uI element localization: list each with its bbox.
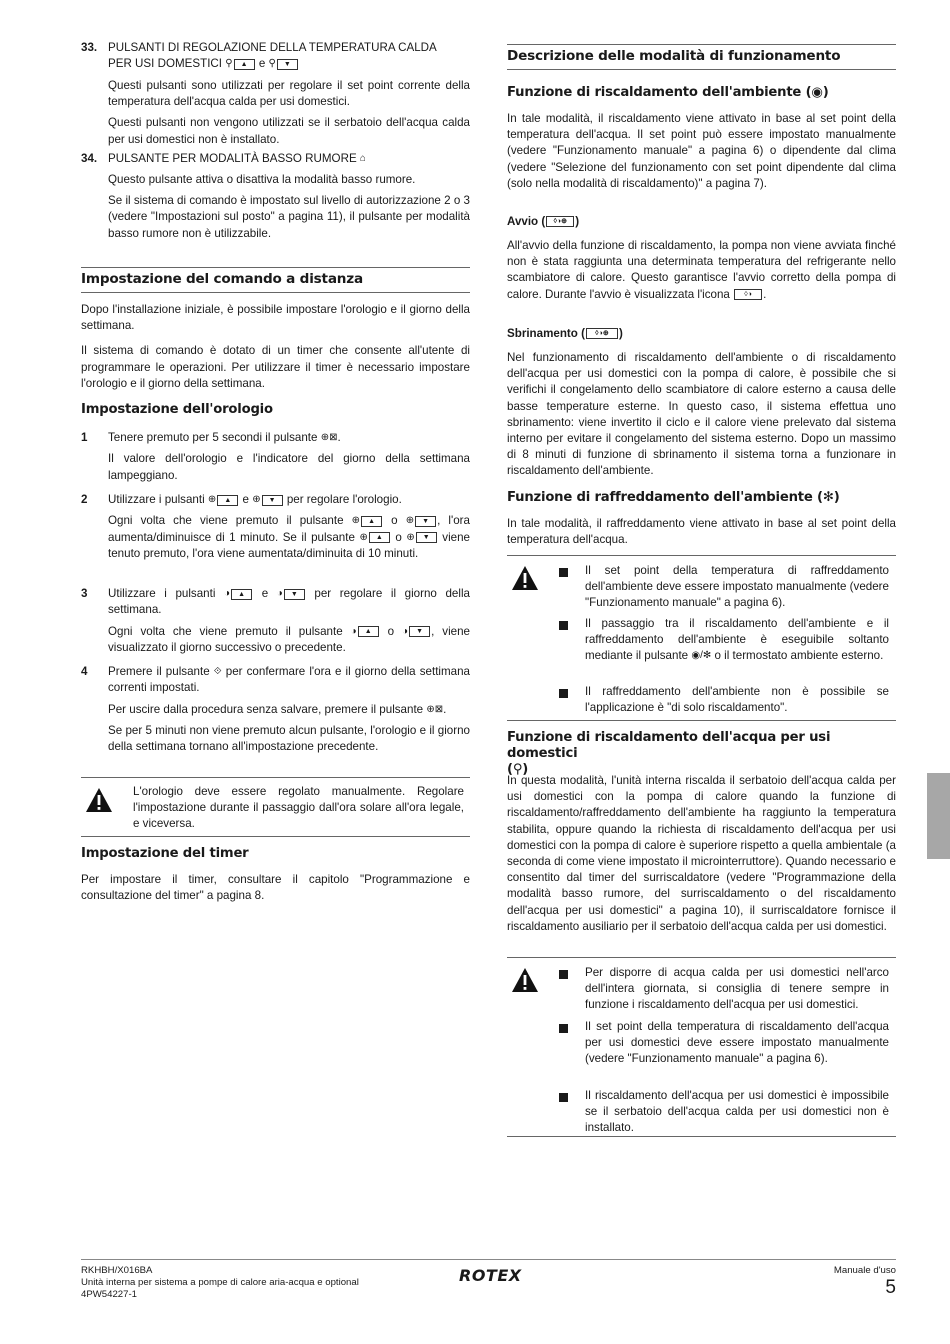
tap-icon: ⚲ xyxy=(512,762,523,777)
step-text: Tenere premuto per 5 secondi il pulsante xyxy=(108,431,318,445)
bullet-text: o il termostato ambiente esterno. xyxy=(714,649,884,663)
step-number: 3 xyxy=(81,587,88,600)
clock-icon: ⊕ xyxy=(252,494,261,505)
tap-icon: ⚲ xyxy=(268,58,276,70)
page-number: 5 xyxy=(885,1277,896,1298)
step-text: Se per 5 minuti non viene premuto alcun pulsante, l'orologio e il giorno della settimana tornano all'impostazione precedente. xyxy=(108,723,470,754)
warning-icon xyxy=(511,565,539,591)
warning-box xyxy=(81,777,470,837)
down-key-icon: ▼ xyxy=(416,532,437,543)
low-noise-icon: ⌂ xyxy=(359,153,366,164)
conjunction: e xyxy=(258,57,266,71)
heading-text: Funzione di raffreddamento dell'ambiente xyxy=(507,490,813,505)
heading-text: Funzione di riscaldamento dell'acqua per usi domestici xyxy=(507,730,831,761)
dhw-body xyxy=(507,773,896,935)
step-text: per regolare l'orologio. xyxy=(286,493,402,507)
day-icon: ◑ xyxy=(276,588,283,599)
sbrinamento-body xyxy=(507,350,896,480)
cooling-warning-box xyxy=(507,555,896,721)
warning-icon xyxy=(85,787,113,813)
conjunction: o xyxy=(387,624,395,638)
manual-label: Manuale d'uso xyxy=(833,1265,896,1276)
bullet-text: Il raffreddamento dell'ambiente non è possibile se l'applicazione è "di solo riscaldamento". xyxy=(585,685,889,715)
heat-cool-icon: ◉/✻ xyxy=(691,650,712,662)
dhw-warning-box xyxy=(507,957,896,1137)
footer-left xyxy=(81,1265,359,1301)
heading-text: Funzione di riscaldamento dell'ambiente xyxy=(507,85,802,100)
item-number: 33. xyxy=(81,41,98,54)
up-key-icon: ▲ xyxy=(217,495,238,506)
step-text: , viene visualizzato il giorno successivo o precedente. xyxy=(108,624,470,654)
startup-icon: ◊◑ xyxy=(734,289,762,300)
down-key-icon: ▼ xyxy=(262,495,283,506)
item-number: 34. xyxy=(81,152,98,165)
paragraph: Se il sistema di comando è impostato sul livello di autorizzazione 2 o 3 (vedere "Impostazioni sul posto" a pagina 11), il pulsante per modalità basso rumore non è utilizzabile. xyxy=(108,194,470,240)
subsection-heading: Impostazione dell'orologio xyxy=(81,402,273,417)
brand-logo: ROTEX xyxy=(459,1266,522,1285)
bullet-text: Il set point della temperatura di raffreddamento dell'ambiente deve essere impostato manualmente (vedere "Funzionamento manuale" a pagina 6). xyxy=(585,564,889,610)
item-34-body xyxy=(108,172,470,242)
down-key-icon: ▼ xyxy=(284,589,305,600)
clock-icon: ⊕ xyxy=(207,494,217,505)
document-code: 4PW54227-1 xyxy=(81,1289,137,1300)
clock-icon: ⊕⊠ xyxy=(426,703,444,715)
day-icon: ◑ xyxy=(402,625,409,637)
chapter-tab xyxy=(927,773,950,859)
subsection-heading: Funzione di riscaldamento dell'acqua per usi domestici (⚲) xyxy=(507,730,831,777)
heating-body xyxy=(507,111,896,192)
down-key-icon: ▼ xyxy=(415,516,436,527)
up-key-icon: ▲ xyxy=(234,59,255,70)
warning-icon xyxy=(511,967,539,993)
paragraph: Per impostare il timer, consultare il capitolo "Programmazione e consultazione del timer" a pagina 8. xyxy=(81,873,470,903)
heating-icon: ◉ xyxy=(811,85,823,100)
avvio-body: All'avvio della funzione di riscaldamento, la pompa non viene avviata finché non è stata raggiunta una determinata temperatura del refrigerante nello scambiatore di calore. Questo garantisce l'avvio corretto della pompa di calore. Durante l'avvio è visualizzata l'icona ◊◑ . xyxy=(507,239,896,301)
clock-icon: ⊕⊠ xyxy=(320,432,338,443)
paragraph: Il sistema di comando è dotato di un timer che consente all'utente di programmare le operazioni. Per utilizzare il timer è necessario impostare l'orologio e il giorno della settimana. xyxy=(81,344,470,390)
step-number: 1 xyxy=(81,431,88,444)
clock-icon: ⊕ xyxy=(351,515,361,527)
clock-icon: ⊕ xyxy=(406,531,415,543)
paragraph: In questa modalità, l'unità interna riscalda il serbatoio dell'acqua calda per usi domestici con la pompa di calore quando la funzione di riscaldamento/raffreddamento dell'ambiente ha raggiunto la temperatura stabilita, oppure quando la richiesta di riscaldamento dell'acqua per usi domestici con la pompa di calore è superiore rispetto a quella ambientale (a seconda di come viene impostato il microinterruttore). Quando necessario e consentito dal timer del surriscaldatore (vedere "Programmazione della modalità basso rumore, del surriscaldamento o del riscaldamento dell'acqua per usi domestici" a pagina 10), il surriscaldatore fornisce il riscaldamento ausiliario per il serbatoio dell'acqua calda per usi domestici. xyxy=(507,774,896,933)
conjunction: o xyxy=(395,530,402,544)
sbrinamento-heading: Sbrinamento ( ◊◑⊕ ) xyxy=(507,327,623,340)
item-33-body xyxy=(108,78,470,148)
down-key-icon: ▼ xyxy=(277,59,298,70)
bullet-icon xyxy=(559,568,568,577)
step-number: 4 xyxy=(81,665,88,678)
bullet-icon xyxy=(559,1024,568,1033)
cooling-icon: ✻ xyxy=(822,490,834,505)
paragraph: Questi pulsanti sono utilizzati per regolare il set point corrente della temperatura dell'acqua calda per usi domestici. xyxy=(108,79,470,109)
down-key-icon: ▼ xyxy=(409,626,430,637)
up-key-icon: ▲ xyxy=(358,626,379,637)
defrost-icon: ◊◑⊕ xyxy=(586,328,618,339)
bullet-icon xyxy=(559,1093,568,1102)
paragraph: Nel funzionamento di riscaldamento dell'ambiente o di riscaldamento dell'acqua per usi domestici con la pompa di calore, è possibile che si verifichi il congelamento dello scambiatore di calore esterno a causa delle basse temperature esterne. In questo caso, il sistema effettua uno sbrinamento: viene invertito il ciclo e il calore viene prelevato dal sistema interno per evitare il congelamento del sistema esterno. Dopo un massimo di 8 minuti di funzione di sbrinamento il sistema torna a funzionare in riscaldamento dell'ambiente. xyxy=(507,351,896,478)
paragraph: Dopo l'installazione iniziale, è possibile impostare l'orologio e il giorno della settimana. xyxy=(81,303,470,333)
bullet-text: Il set point della temperatura di riscaldamento dell'acqua per usi domestici deve essere impostato manualmente (vedere "Funzionamento manuale" a pagina 6). xyxy=(585,1020,889,1066)
conjunction: e xyxy=(242,493,249,507)
step-text: viene tenuto premuto, l'ora viene aumentata/diminuita di 10 minuti. xyxy=(108,530,470,561)
step-text: Per uscire dalla procedura senza salvare, premere il pulsante xyxy=(108,702,424,716)
up-key-icon: ▲ xyxy=(361,516,382,527)
item-title: PULSANTE PER MODALITÀ BASSO RUMORE xyxy=(108,152,357,166)
subsection-heading: Funzione di raffreddamento dell'ambiente (✻) xyxy=(507,490,840,505)
step-number: 2 xyxy=(81,493,88,506)
bullet-icon xyxy=(559,621,568,630)
confirm-icon: ⟐ xyxy=(213,666,222,677)
footer-divider xyxy=(81,1259,896,1260)
section-body xyxy=(81,302,470,392)
tap-icon: ⚲ xyxy=(225,58,233,70)
step-text: Ogni volta che viene premuto il pulsante xyxy=(108,514,344,528)
item-title: PULSANTI DI REGOLAZIONE DELLA TEMPERATURA CALDA xyxy=(108,41,437,54)
paragraph: All'avvio della funzione di riscaldamento, la pompa non viene avviata finché non è stata raggiunta una determinata temperatura del refrigerante nello scambiatore di calore. Questo garantisce l'avvio corretto della pompa di calore. Durante l'avvio è visualizzata l'icona xyxy=(507,239,896,301)
bullet-icon xyxy=(559,689,568,698)
section-heading: Descrizione delle modalità di funzionamento xyxy=(507,44,896,70)
subsection-heading: Impostazione del timer xyxy=(81,846,249,861)
step-text: Utilizzare i pulsanti xyxy=(108,587,216,601)
conjunction: e xyxy=(261,587,269,601)
step-text: Il valore dell'orologio e l'indicatore del giorno della settimana lampeggiano. xyxy=(108,452,470,482)
step-text: per confermare l'ora e il giorno della settimana correnti impostati. xyxy=(108,665,470,695)
avvio-heading: Avvio ( ◊◑⊕ ) xyxy=(507,215,580,228)
clock-icon: ⊕ xyxy=(359,531,368,543)
subsection-heading: Funzione di riscaldamento dell'ambiente (◉) xyxy=(507,85,829,100)
step-text: , l'ora aumenta/diminuisce di 1 minuto. Se il pulsante xyxy=(108,514,470,544)
paragraph: Questi pulsanti non vengono utilizzati se il serbatoio dell'acqua calda per usi domestici non è installato. xyxy=(108,116,470,146)
clock-icon: ⊕ xyxy=(405,515,415,527)
startup-icon: ◊◑⊕ xyxy=(546,216,574,227)
paragraph: In tale modalità, il raffreddamento viene attivato in base al set point della temperatura dell'acqua. xyxy=(507,517,896,547)
model-number: RKHBH/X016BA xyxy=(81,1265,153,1276)
warning-text: L'orologio deve essere regolato manualmente. Regolare l'impostazione durante il passaggio dall'ora solare all'ora legale, e viceversa. xyxy=(133,785,464,831)
heading-text: Sbrinamento xyxy=(507,327,578,340)
item-title: PER USI DOMESTICI xyxy=(108,57,223,71)
cooling-body xyxy=(507,516,896,548)
step-text: Utilizzare i pulsanti xyxy=(108,493,205,507)
footer-right xyxy=(834,1265,896,1299)
paragraph: In tale modalità, il riscaldamento viene attivato in base al set point della temperatura dell'acqua. Il set point può essere impostato manualmente (vedere "Funzionamento manuale" a pagina 6) o dipendente dal clima (vedere "Selezione del funzionamento con set point dipendente dal clima (solo nella modalità di riscaldamento)" a pagina 7). xyxy=(507,112,896,190)
up-key-icon: ▲ xyxy=(231,589,252,600)
timer-body xyxy=(81,872,470,904)
day-icon: ◑ xyxy=(224,588,231,599)
step-text: per regolare il giorno della settimana. xyxy=(108,587,470,617)
bullet-text: Il riscaldamento dell'acqua per usi domestici è impossibile se il serbatoio dell'acqua calda per usi domestici non è installato. xyxy=(585,1089,889,1135)
step-text: Premere il pulsante xyxy=(108,665,210,679)
section-heading: Impostazione del comando a distanza xyxy=(81,267,470,293)
step-text: Ogni volta che viene premuto il pulsante xyxy=(108,624,343,638)
day-icon: ◑ xyxy=(350,625,357,637)
heading-text: Avvio xyxy=(507,215,539,228)
paragraph: Questo pulsante attiva o disattiva la modalità basso rumore. xyxy=(108,173,416,186)
bullet-text: Il passaggio tra il riscaldamento dell'ambiente e il raffreddamento dell'ambiente è eseguibile soltanto mediante il pulsante xyxy=(585,617,889,663)
conjunction: o xyxy=(391,514,398,528)
bullet-icon xyxy=(559,970,568,979)
bullet-text: Per disporre di acqua calda per usi domestici nell'arco dell'intera giornata, si consiglia di tenere sempre in funzione i riscaldamento dell'acqua per usi domestici. xyxy=(585,966,889,1012)
product-description: Unità interna per sistema a pompe di calore aria-acqua e optional xyxy=(81,1277,359,1288)
up-key-icon: ▲ xyxy=(369,532,390,543)
